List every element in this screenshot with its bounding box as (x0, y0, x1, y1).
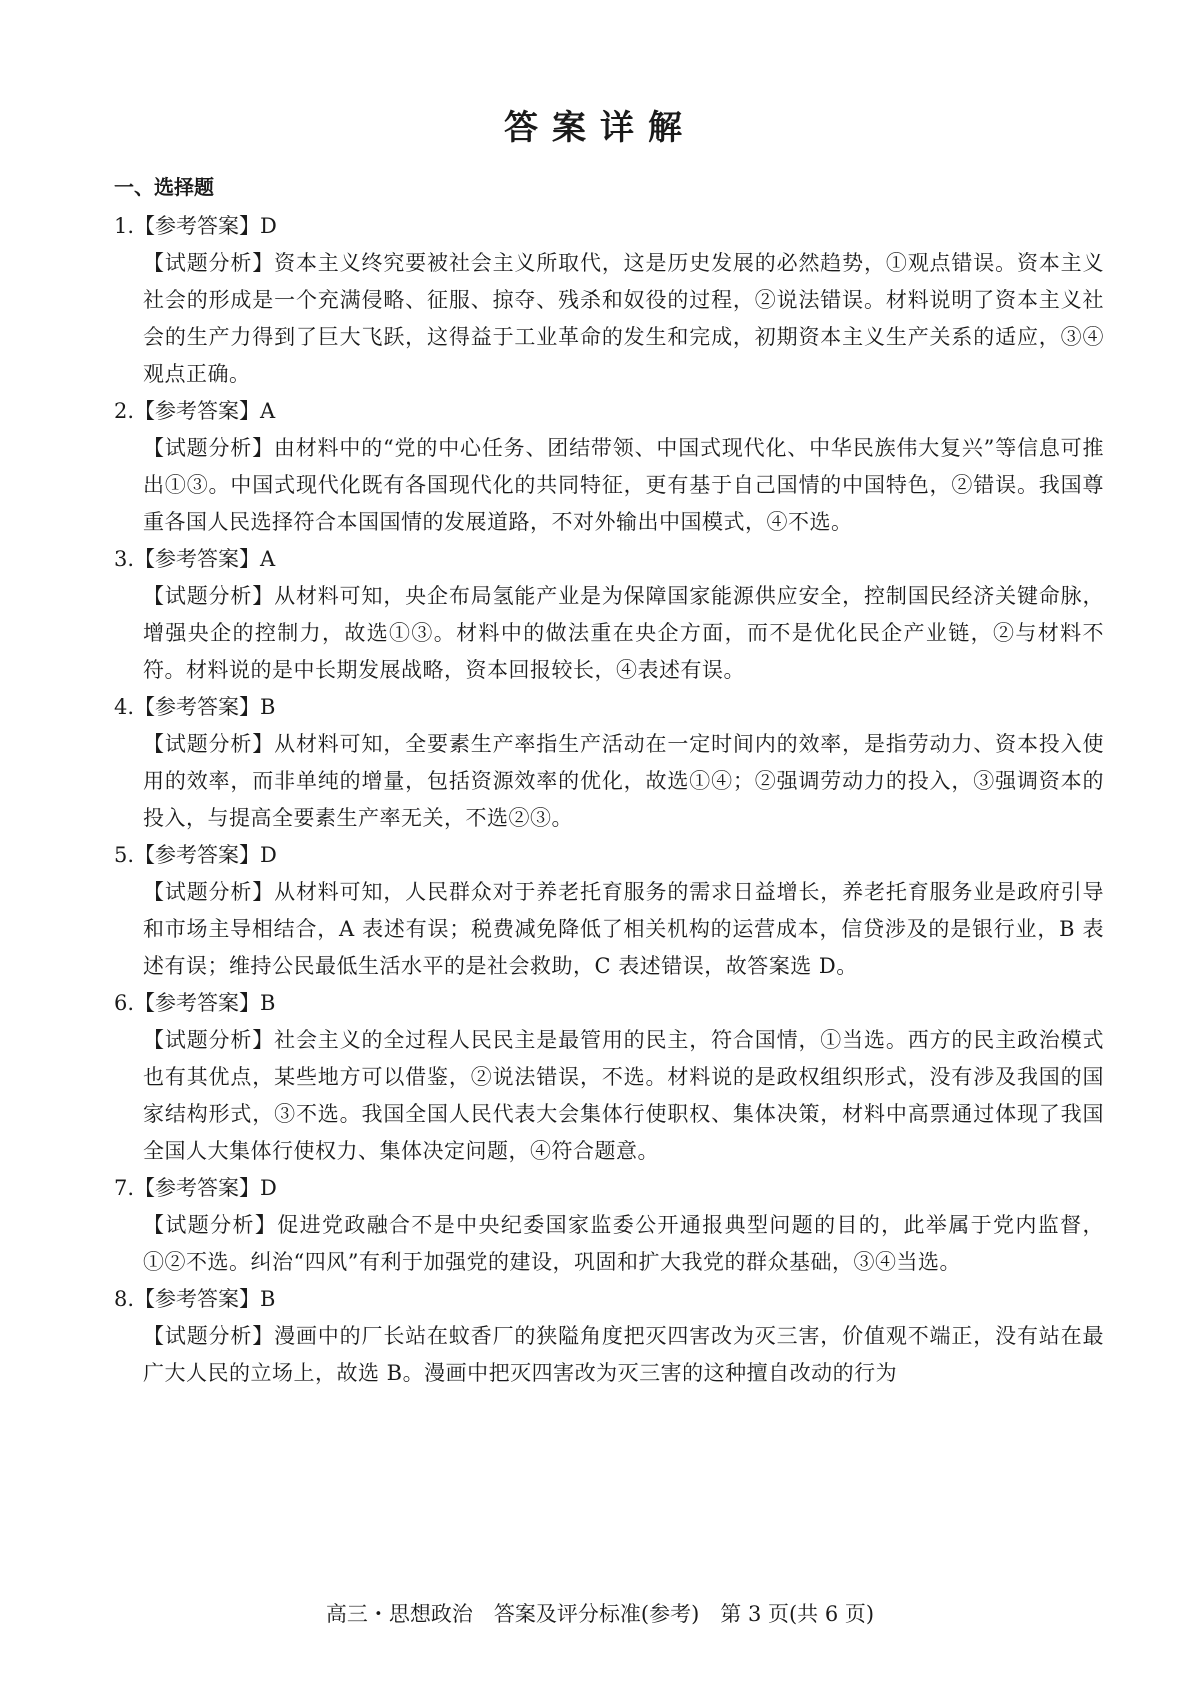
answer-key: 8.【参考答案】B (114, 1287, 276, 1311)
answer-item-5 (114, 837, 1104, 985)
answer-analysis: 【试题分析】漫画中的厂长站在蚊香厂的狭隘角度把灭四害改为灭三害，价值观不端正，没有站在最广大人民的立场上，故选 B。漫画中把灭四害改为灭三害的这种擅自改动的行为 (143, 1324, 1104, 1385)
answer-key: 1.【参考答案】D (114, 214, 277, 238)
answer-analysis: 【试题分析】从材料可知，人民群众对于养老托育服务的需求日益增长，养老托育服务业是政府引导和市场主导相结合，A 表述有误；税费减免降低了相关机构的运营成本，信贷涉及的是银行业，B 表述有误；维持公民最低生活水平的是社会救助，C 表述错误，故答案选 D。 (143, 880, 1104, 978)
answer-analysis: 【试题分析】由材料中的“党的中心任务、团结带领、中国式现代化、中华民族伟大复兴”等信息可推出①③。中国式现代化既有各国现代化的共同特征，更有基于自己国情的中国特色，②错误。我国尊重各国人民选择符合本国国情的发展道路，不对外输出中国模式，④不选。 (143, 436, 1104, 534)
answer-item-7 (114, 1170, 1104, 1281)
answer-list (114, 208, 1104, 1392)
answer-key: 4.【参考答案】B (114, 695, 276, 719)
answer-item-3 (114, 541, 1104, 689)
answer-item-1 (114, 208, 1104, 393)
answer-item-6 (114, 985, 1104, 1170)
answer-analysis: 【试题分析】从材料可知，央企布局氢能产业是为保障国家能源供应安全，控制国民经济关键命脉，增强央企的控制力，故选①③。材料中的做法重在央企方面，而不是优化民企产业链，②与材料不符。材料说的是中长期发展战略，资本回报较长，④表述有误。 (143, 584, 1104, 682)
answer-key: 3.【参考答案】A (114, 547, 276, 571)
answer-analysis: 【试题分析】从材料可知，全要素生产率指生产活动在一定时间内的效率，是指劳动力、资本投入使用的效率，而非单纯的增量，包括资源效率的优化，故选①④；②强调劳动力的投入，③强调资本的投入，与提高全要素生产率无关，不选②③。 (143, 732, 1104, 830)
answer-key: 2.【参考答案】A (114, 399, 276, 423)
answer-item-8 (114, 1281, 1104, 1392)
section-heading: 一、选择题 (114, 175, 214, 199)
answer-analysis: 【试题分析】社会主义的全过程人民民主是最管用的民主，符合国情，①当选。西方的民主政治模式也有其优点，某些地方可以借鉴，②说法错误，不选。材料说的是政权组织形式，没有涉及我国的国家结构形式，③不选。我国全国人民代表大会集体行使职权、集体决策，材料中高票通过体现了我国全国人大集体行使权力、集体决定问题，④符合题意。 (143, 1028, 1104, 1163)
answer-key: 6.【参考答案】B (114, 991, 276, 1015)
answer-key: 7.【参考答案】D (114, 1176, 277, 1200)
page-title: 答案详解 (504, 108, 696, 148)
page-footer: 高三・思想政治 答案及评分标准(参考) 第 3 页(共 6 页) (325, 1602, 875, 1626)
answer-key: 5.【参考答案】D (114, 843, 277, 867)
answer-item-2 (114, 393, 1104, 541)
answer-item-4 (114, 689, 1104, 837)
answer-analysis: 【试题分析】促进党政融合不是中央纪委国家监委公开通报典型问题的目的，此举属于党内监督，①②不选。纠治“四风”有利于加强党的建设，巩固和扩大我党的群众基础，③④当选。 (143, 1213, 1104, 1274)
answer-analysis: 【试题分析】资本主义终究要被社会主义所取代，这是历史发展的必然趋势，①观点错误。资本主义社会的形成是一个充满侵略、征服、掠夺、残杀和奴役的过程，②说法错误。材料说明了资本主义社会的生产力得到了巨大飞跃，这得益于工业革命的发生和完成，初期资本主义生产关系的适应，③④观点正确。 (143, 251, 1104, 386)
